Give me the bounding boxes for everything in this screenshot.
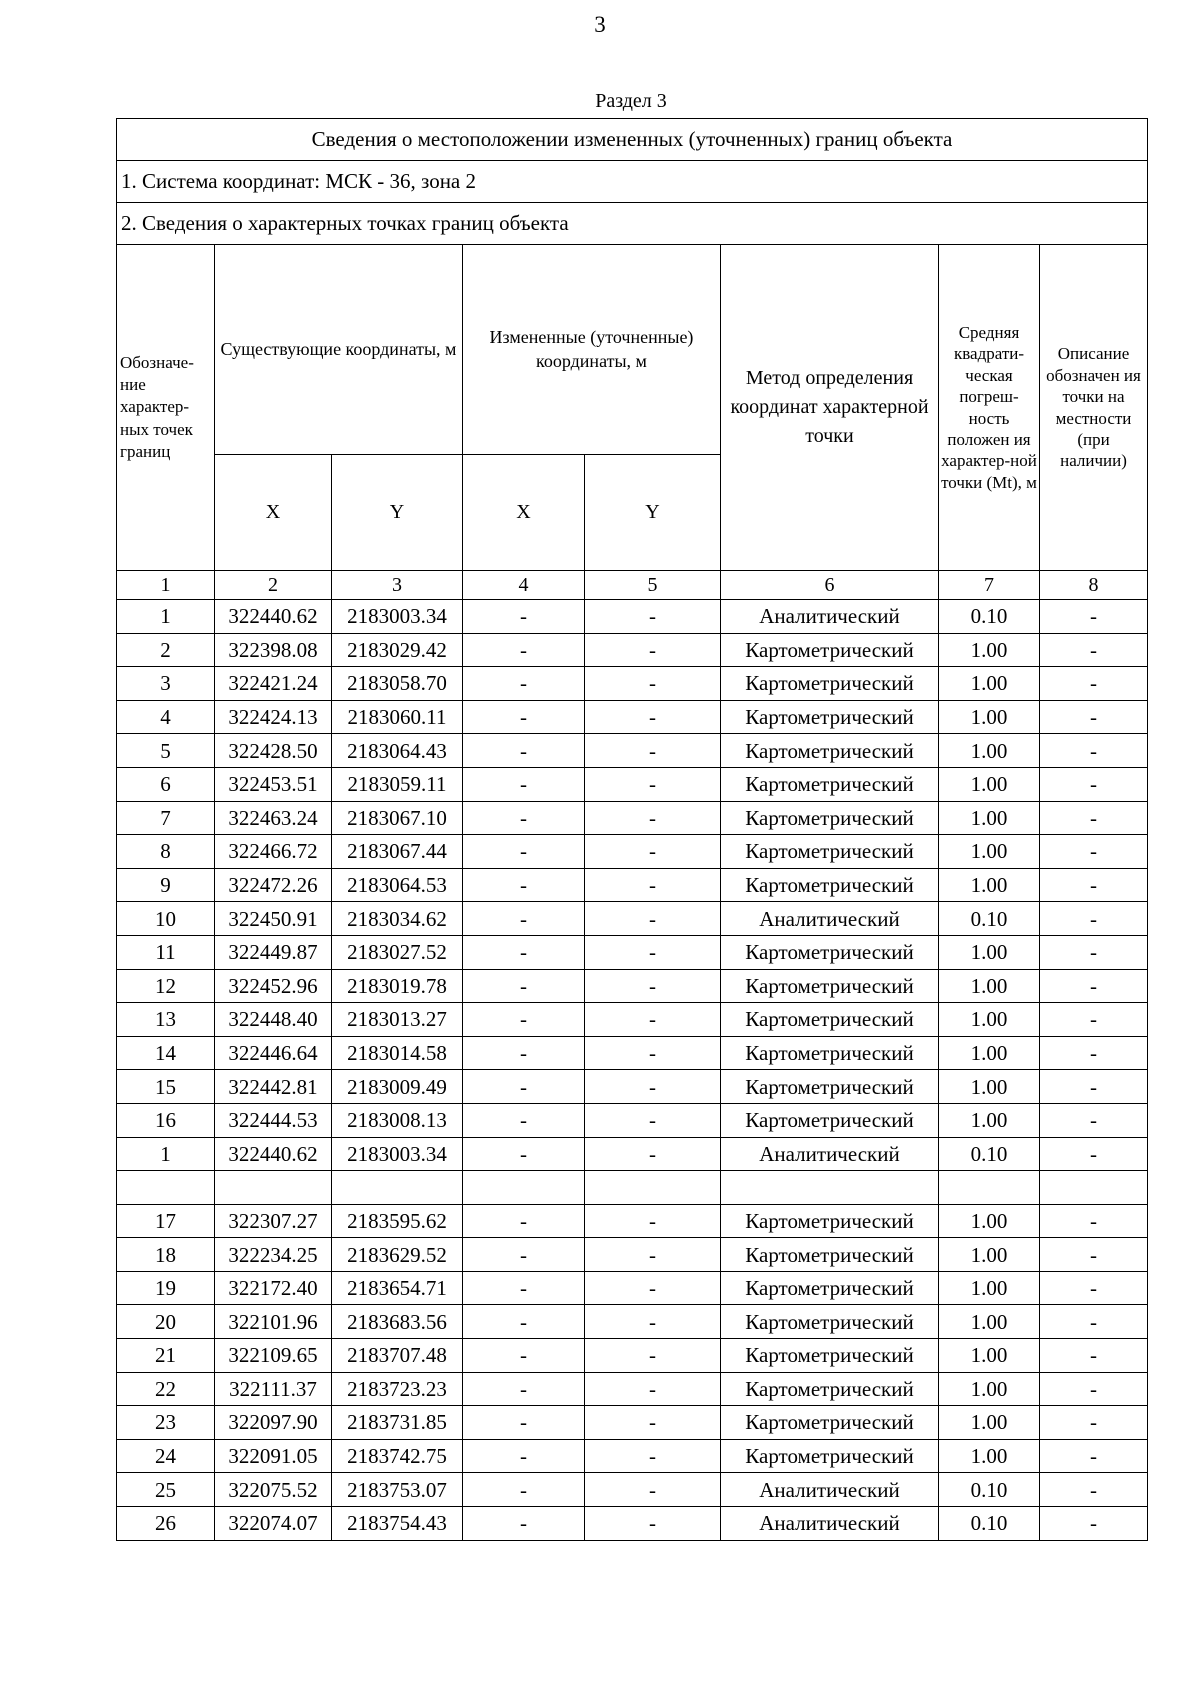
table-row: [117, 868, 1148, 902]
existing-y-cell: 2183067.44: [332, 835, 463, 869]
point-id-cell: 13: [117, 1003, 215, 1037]
method-cell: Картометрический: [721, 1271, 939, 1305]
changed-y-cell: -: [585, 767, 721, 801]
method-cell: Картометрический: [721, 835, 939, 869]
changed-x-cell: -: [463, 1103, 585, 1137]
mean-error-cell: 1.00: [939, 801, 1040, 835]
header-description: Описание обозначен ия точки на местности (при наличии): [1040, 245, 1148, 571]
changed-y-cell: -: [585, 1339, 721, 1373]
method-cell: Картометрический: [721, 1305, 939, 1339]
changed-x-cell: -: [463, 633, 585, 667]
table-row: [117, 1339, 1148, 1373]
existing-x-cell: 322307.27: [215, 1204, 332, 1238]
existing-x-cell: 322472.26: [215, 868, 332, 902]
description-cell: -: [1040, 1003, 1148, 1037]
changed-x-cell: -: [463, 1473, 585, 1507]
existing-x-cell: 322440.62: [215, 1137, 332, 1171]
method-cell: Картометрический: [721, 1238, 939, 1272]
point-id-cell: 17: [117, 1204, 215, 1238]
existing-x-cell: 322234.25: [215, 1238, 332, 1272]
method-cell: Картометрический: [721, 1406, 939, 1440]
header-existing-coordinates: Существующие координаты, м: [215, 245, 463, 455]
description-cell: -: [1040, 1103, 1148, 1137]
table-row: [117, 1372, 1148, 1406]
mean-error-cell: 1.00: [939, 969, 1040, 1003]
mean-error-cell: 0.10: [939, 1507, 1040, 1541]
description-cell: -: [1040, 1036, 1148, 1070]
changed-y-cell: -: [585, 1070, 721, 1104]
existing-y-cell: 2183723.23: [332, 1372, 463, 1406]
table-row: [117, 1003, 1148, 1037]
changed-y-cell: [585, 1171, 721, 1205]
description-cell: -: [1040, 902, 1148, 936]
existing-x-cell: 322444.53: [215, 1103, 332, 1137]
mean-error-cell: 1.00: [939, 700, 1040, 734]
existing-x-cell: 322424.13: [215, 700, 332, 734]
method-cell: Аналитический: [721, 1507, 939, 1541]
banner-row: [117, 161, 1148, 203]
method-cell: Аналитический: [721, 600, 939, 634]
changed-y-cell: -: [585, 835, 721, 869]
changed-x-cell: -: [463, 667, 585, 701]
changed-y-cell: -: [585, 1003, 721, 1037]
mean-error-cell: 0.10: [939, 1473, 1040, 1507]
page-number: 3: [594, 12, 606, 37]
existing-y-cell: 2183060.11: [332, 700, 463, 734]
existing-y-cell: 2183064.53: [332, 868, 463, 902]
changed-x-cell: -: [463, 1238, 585, 1272]
column-number: 8: [1040, 571, 1148, 600]
table-row: [117, 1204, 1148, 1238]
point-id-cell: 9: [117, 868, 215, 902]
changed-y-cell: -: [585, 633, 721, 667]
method-cell: Картометрический: [721, 935, 939, 969]
table-row: [117, 1070, 1148, 1104]
description-cell: -: [1040, 734, 1148, 768]
mean-error-cell: 1.00: [939, 1271, 1040, 1305]
mean-error-cell: 0.10: [939, 1137, 1040, 1171]
method-cell: Картометрический: [721, 969, 939, 1003]
table-row: [117, 1238, 1148, 1272]
table-row: [117, 734, 1148, 768]
description-cell: -: [1040, 1339, 1148, 1373]
point-id-cell: 1: [117, 1137, 215, 1171]
changed-x-cell: -: [463, 1507, 585, 1541]
banner-row: [117, 119, 1148, 161]
table-row: [117, 801, 1148, 835]
existing-x-cell: 322442.81: [215, 1070, 332, 1104]
changed-y-cell: -: [585, 1036, 721, 1070]
existing-x-cell: 322440.62: [215, 600, 332, 634]
point-id-cell: 18: [117, 1238, 215, 1272]
column-number-row: [117, 571, 1148, 600]
changed-y-cell: -: [585, 1473, 721, 1507]
mean-error-cell: 1.00: [939, 767, 1040, 801]
description-cell: -: [1040, 633, 1148, 667]
point-id-cell: 2: [117, 633, 215, 667]
existing-x-cell: 322453.51: [215, 767, 332, 801]
existing-x-cell: 322172.40: [215, 1271, 332, 1305]
table-row: [117, 1103, 1148, 1137]
changed-x-cell: [463, 1171, 585, 1205]
existing-y-cell: 2183029.42: [332, 633, 463, 667]
changed-y-cell: -: [585, 969, 721, 1003]
column-number: 7: [939, 571, 1040, 600]
point-id-cell: 12: [117, 969, 215, 1003]
existing-x-cell: 322111.37: [215, 1372, 332, 1406]
existing-x-cell: 322101.96: [215, 1305, 332, 1339]
mean-error-cell: 1.00: [939, 1070, 1040, 1104]
point-id-cell: 1: [117, 600, 215, 634]
point-id-cell: 11: [117, 935, 215, 969]
header-row-top: [117, 245, 1148, 455]
changed-x-cell: -: [463, 902, 585, 936]
method-cell: Аналитический: [721, 1137, 939, 1171]
existing-x-cell: 322428.50: [215, 734, 332, 768]
changed-x-cell: -: [463, 1036, 585, 1070]
changed-x-cell: -: [463, 1305, 585, 1339]
mean-error-cell: 1.00: [939, 1305, 1040, 1339]
boundary-points-table: [116, 118, 1148, 1541]
description-cell: -: [1040, 835, 1148, 869]
mean-error-cell: 1.00: [939, 633, 1040, 667]
method-cell: Картометрический: [721, 1003, 939, 1037]
point-id-cell: 8: [117, 835, 215, 869]
existing-y-cell: 2183027.52: [332, 935, 463, 969]
mean-error-cell: 1.00: [939, 1439, 1040, 1473]
column-number: 1: [117, 571, 215, 600]
existing-x-cell: 322466.72: [215, 835, 332, 869]
method-cell: Картометрический: [721, 1339, 939, 1373]
existing-y-cell: 2183003.34: [332, 1137, 463, 1171]
mean-error-cell: 1.00: [939, 1372, 1040, 1406]
changed-y-cell: -: [585, 1439, 721, 1473]
point-id-cell: 10: [117, 902, 215, 936]
changed-y-cell: -: [585, 1372, 721, 1406]
header-point-designation: Обозначе-ние характер-ных точек границ: [117, 245, 215, 571]
description-cell: [1040, 1171, 1148, 1205]
table-row: [117, 767, 1148, 801]
mean-error-cell: 1.00: [939, 1406, 1040, 1440]
description-cell: -: [1040, 1372, 1148, 1406]
method-cell: Картометрический: [721, 667, 939, 701]
changed-x-cell: -: [463, 868, 585, 902]
existing-x-cell: 322446.64: [215, 1036, 332, 1070]
mean-error-cell: 0.10: [939, 902, 1040, 936]
method-cell: Картометрический: [721, 633, 939, 667]
table-row: [117, 1439, 1148, 1473]
changed-x-cell: -: [463, 767, 585, 801]
existing-y-cell: 2183754.43: [332, 1507, 463, 1541]
existing-y-cell: 2183008.13: [332, 1103, 463, 1137]
point-id-cell: 24: [117, 1439, 215, 1473]
description-cell: -: [1040, 969, 1148, 1003]
changed-y-cell: -: [585, 868, 721, 902]
existing-y-cell: 2183067.10: [332, 801, 463, 835]
point-id-cell: 21: [117, 1339, 215, 1373]
changed-y-cell: -: [585, 902, 721, 936]
existing-y-cell: 2183753.07: [332, 1473, 463, 1507]
mean-error-cell: [939, 1171, 1040, 1205]
changed-y-cell: -: [585, 801, 721, 835]
changed-y-cell: -: [585, 1204, 721, 1238]
existing-y-cell: 2183629.52: [332, 1238, 463, 1272]
table-row: [117, 1137, 1148, 1171]
existing-y-cell: 2183595.62: [332, 1204, 463, 1238]
header-changed-x: X: [463, 455, 585, 571]
point-id-cell: 15: [117, 1070, 215, 1104]
table-row: [117, 935, 1148, 969]
changed-y-cell: -: [585, 1507, 721, 1541]
changed-y-cell: -: [585, 1238, 721, 1272]
table-row: [117, 835, 1148, 869]
header-existing-y: Y: [332, 455, 463, 571]
mean-error-cell: 1.00: [939, 1339, 1040, 1373]
point-id-cell: 7: [117, 801, 215, 835]
changed-y-cell: -: [585, 935, 721, 969]
existing-x-cell: 322075.52: [215, 1473, 332, 1507]
point-id-cell: 25: [117, 1473, 215, 1507]
method-cell: Картометрический: [721, 801, 939, 835]
changed-x-cell: -: [463, 1003, 585, 1037]
point-id-cell: 19: [117, 1271, 215, 1305]
header-changed-coordinates: Измененные (уточненные) координаты, м: [463, 245, 721, 455]
description-cell: -: [1040, 801, 1148, 835]
existing-y-cell: [332, 1171, 463, 1205]
changed-x-cell: -: [463, 1137, 585, 1171]
description-cell: -: [1040, 935, 1148, 969]
changed-y-cell: -: [585, 667, 721, 701]
existing-x-cell: 322398.08: [215, 633, 332, 667]
changed-x-cell: -: [463, 600, 585, 634]
table-row: [117, 1406, 1148, 1440]
description-cell: -: [1040, 1305, 1148, 1339]
point-id-cell: 26: [117, 1507, 215, 1541]
existing-y-cell: 2183654.71: [332, 1271, 463, 1305]
existing-y-cell: 2183683.56: [332, 1305, 463, 1339]
mean-error-cell: 1.00: [939, 935, 1040, 969]
points-heading: 2. Сведения о характерных точках границ объекта: [117, 203, 1148, 245]
changed-y-cell: -: [585, 734, 721, 768]
point-id-cell: 20: [117, 1305, 215, 1339]
existing-x-cell: 322463.24: [215, 801, 332, 835]
existing-x-cell: 322091.05: [215, 1439, 332, 1473]
table-row: [117, 1305, 1148, 1339]
existing-x-cell: 322109.65: [215, 1339, 332, 1373]
description-cell: -: [1040, 700, 1148, 734]
changed-x-cell: -: [463, 1070, 585, 1104]
changed-x-cell: -: [463, 1339, 585, 1373]
existing-y-cell: 2183058.70: [332, 667, 463, 701]
existing-x-cell: 322448.40: [215, 1003, 332, 1037]
method-cell: Картометрический: [721, 868, 939, 902]
existing-y-cell: 2183064.43: [332, 734, 463, 768]
method-cell: Картометрический: [721, 1070, 939, 1104]
description-cell: -: [1040, 767, 1148, 801]
mean-error-cell: 1.00: [939, 1103, 1040, 1137]
coordinate-system: 1. Система координат: МСК - 36, зона 2: [117, 161, 1148, 203]
existing-x-cell: [215, 1171, 332, 1205]
header-existing-x: X: [215, 455, 332, 571]
existing-y-cell: 2183731.85: [332, 1406, 463, 1440]
description-cell: -: [1040, 1238, 1148, 1272]
header-mean-error: Средняя квадрати-ческая погреш-ность положен ия характер-ной точки (Mt), м: [939, 245, 1040, 571]
changed-y-cell: -: [585, 1137, 721, 1171]
existing-y-cell: 2183014.58: [332, 1036, 463, 1070]
existing-x-cell: 322449.87: [215, 935, 332, 969]
description-cell: -: [1040, 667, 1148, 701]
changed-x-cell: -: [463, 1271, 585, 1305]
method-cell: Аналитический: [721, 902, 939, 936]
point-id-cell: 23: [117, 1406, 215, 1440]
section-title: Раздел 3: [595, 90, 667, 112]
changed-y-cell: -: [585, 1103, 721, 1137]
existing-y-cell: 2183013.27: [332, 1003, 463, 1037]
description-cell: -: [1040, 1439, 1148, 1473]
table-row: [117, 633, 1148, 667]
method-cell: Картометрический: [721, 1439, 939, 1473]
column-number: 5: [585, 571, 721, 600]
existing-y-cell: 2183034.62: [332, 902, 463, 936]
changed-y-cell: -: [585, 700, 721, 734]
method-cell: Картометрический: [721, 734, 939, 768]
method-cell: Аналитический: [721, 1473, 939, 1507]
mean-error-cell: 0.10: [939, 600, 1040, 634]
mean-error-cell: 1.00: [939, 835, 1040, 869]
header-method: Метод определения координат характерной точки: [721, 245, 939, 571]
method-cell: Картометрический: [721, 1036, 939, 1070]
point-id-cell: 14: [117, 1036, 215, 1070]
existing-x-cell: 322450.91: [215, 902, 332, 936]
banner-row: [117, 203, 1148, 245]
method-cell: Картометрический: [721, 700, 939, 734]
changed-y-cell: -: [585, 1271, 721, 1305]
method-cell: Картометрический: [721, 1372, 939, 1406]
method-cell: Картометрический: [721, 1204, 939, 1238]
changed-y-cell: -: [585, 600, 721, 634]
changed-x-cell: -: [463, 700, 585, 734]
table-row: [117, 1473, 1148, 1507]
changed-x-cell: -: [463, 1439, 585, 1473]
header-changed-y: Y: [585, 455, 721, 571]
table-row: [117, 700, 1148, 734]
description-cell: -: [1040, 1137, 1148, 1171]
changed-x-cell: -: [463, 969, 585, 1003]
existing-x-cell: 322421.24: [215, 667, 332, 701]
description-cell: -: [1040, 1473, 1148, 1507]
description-cell: -: [1040, 1507, 1148, 1541]
table-heading: Сведения о местоположении измененных (уточненных) границ объекта: [117, 119, 1148, 161]
table-row: [117, 1271, 1148, 1305]
table-row: [117, 1036, 1148, 1070]
existing-x-cell: 322097.90: [215, 1406, 332, 1440]
changed-x-cell: -: [463, 1204, 585, 1238]
table-row: [117, 969, 1148, 1003]
method-cell: [721, 1171, 939, 1205]
mean-error-cell: 1.00: [939, 1003, 1040, 1037]
mean-error-cell: 1.00: [939, 868, 1040, 902]
existing-y-cell: 2183003.34: [332, 600, 463, 634]
point-id-cell: 4: [117, 700, 215, 734]
changed-y-cell: -: [585, 1305, 721, 1339]
existing-y-cell: 2183707.48: [332, 1339, 463, 1373]
table-row: [117, 600, 1148, 634]
changed-x-cell: -: [463, 835, 585, 869]
mean-error-cell: 1.00: [939, 667, 1040, 701]
changed-x-cell: -: [463, 1406, 585, 1440]
changed-x-cell: -: [463, 1372, 585, 1406]
existing-y-cell: 2183742.75: [332, 1439, 463, 1473]
mean-error-cell: 1.00: [939, 1036, 1040, 1070]
description-cell: -: [1040, 600, 1148, 634]
existing-y-cell: 2183019.78: [332, 969, 463, 1003]
existing-x-cell: 322452.96: [215, 969, 332, 1003]
existing-x-cell: 322074.07: [215, 1507, 332, 1541]
column-number: 4: [463, 571, 585, 600]
table-row: [117, 1507, 1148, 1541]
mean-error-cell: 1.00: [939, 1204, 1040, 1238]
changed-x-cell: -: [463, 935, 585, 969]
point-id-cell: 16: [117, 1103, 215, 1137]
existing-y-cell: 2183059.11: [332, 767, 463, 801]
changed-x-cell: -: [463, 734, 585, 768]
changed-x-cell: -: [463, 801, 585, 835]
description-cell: -: [1040, 1070, 1148, 1104]
changed-y-cell: -: [585, 1406, 721, 1440]
column-number: 2: [215, 571, 332, 600]
mean-error-cell: 1.00: [939, 734, 1040, 768]
point-id-cell: [117, 1171, 215, 1205]
description-cell: -: [1040, 1406, 1148, 1440]
point-id-cell: 3: [117, 667, 215, 701]
existing-y-cell: 2183009.49: [332, 1070, 463, 1104]
table-row: [117, 667, 1148, 701]
method-cell: Картометрический: [721, 1103, 939, 1137]
description-cell: -: [1040, 1204, 1148, 1238]
column-number: 6: [721, 571, 939, 600]
table-row: [117, 1171, 1148, 1205]
point-id-cell: 22: [117, 1372, 215, 1406]
method-cell: Картометрический: [721, 767, 939, 801]
point-id-cell: 6: [117, 767, 215, 801]
mean-error-cell: 1.00: [939, 1238, 1040, 1272]
point-id-cell: 5: [117, 734, 215, 768]
description-cell: -: [1040, 1271, 1148, 1305]
description-cell: -: [1040, 868, 1148, 902]
column-number: 3: [332, 571, 463, 600]
table-row: [117, 902, 1148, 936]
